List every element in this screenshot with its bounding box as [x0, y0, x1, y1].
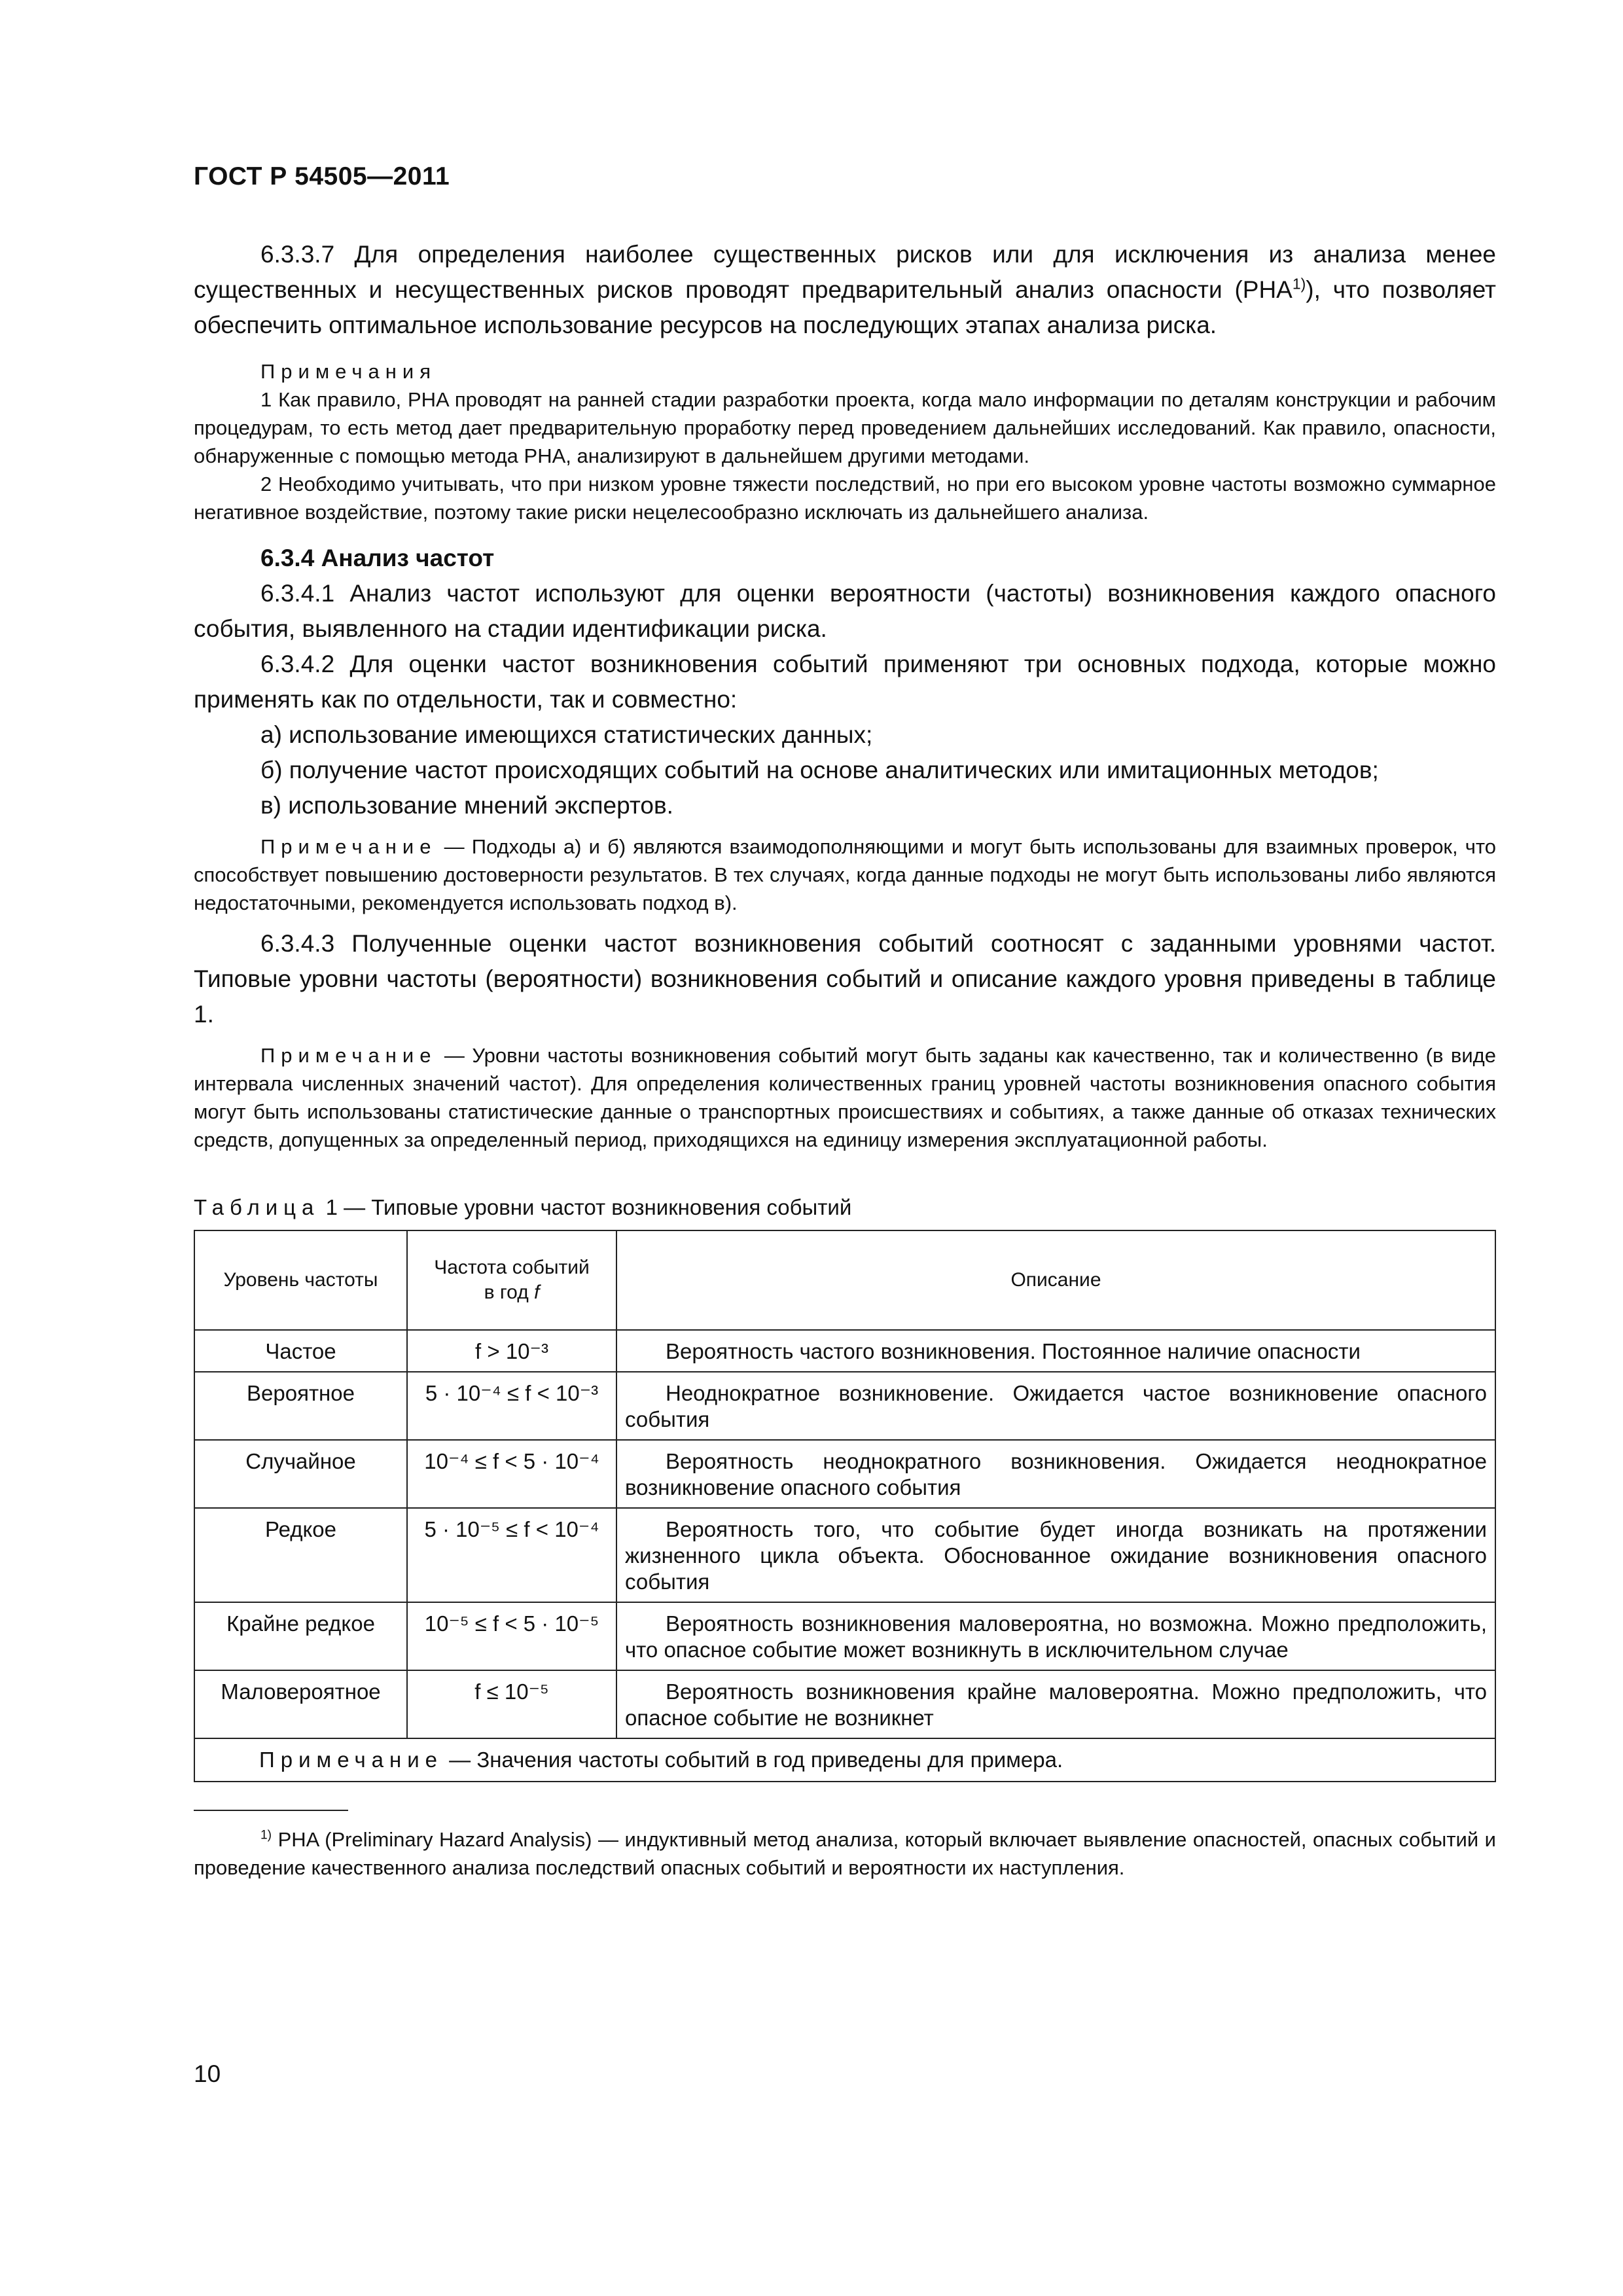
table-caption-label: Таблица: [194, 1195, 320, 1219]
cell-frequency: f ≤ 10⁻⁵: [407, 1670, 616, 1738]
cell-description: Вероятность неоднократного возникновения. Ожидается неоднократное возникновение опасного события: [616, 1440, 1495, 1508]
paragraph-text-end: ), что позволяет обеспечить оптимальное использование ресурсов на последующих этапах анализа риска.: [194, 276, 1497, 338]
cell-frequency: 10⁻⁴ ≤ f < 5 · 10⁻⁴: [407, 1440, 616, 1508]
paragraph-6-3-3-7: [194, 237, 1496, 343]
note-label: Примечание: [260, 1044, 437, 1067]
table-caption: [194, 1193, 1496, 1222]
page-number: 10: [194, 2060, 221, 2087]
header-description: Описание: [616, 1230, 1495, 1330]
note-text: — Уровни частоты возникновения событий могут быть заданы как качественно, так и количественно (в виде интервала численных значений частот). Для определения количественных границ уровней частоты возникновения опасного события могут быть использованы статистические данные о транспортных происшествиях и событиях, а также данные об отказах технических средств, допущенных за определенный период, приходящихся на единицу измерения эксплуатационной работы.: [194, 1044, 1496, 1151]
table-header-row: [194, 1230, 1495, 1330]
cell-level: Частое: [194, 1330, 407, 1372]
cell-description: Вероятность возникновения маловероятна, но возможна. Можно предположить, что опасное событие может возникнуть в исключительном случае: [616, 1602, 1495, 1670]
list-item-a: а) использование имеющихся статистических данных;: [260, 721, 873, 748]
table-caption-text: 1 — Типовые уровни частот возникновения событий: [325, 1195, 852, 1219]
cell-level: Случайное: [194, 1440, 407, 1508]
note-text: — Подходы а) и б) являются взаимодополняющими и могут быть использованы для взаимных проверок, что способствует повышению достоверности результатов. В тех случаях, когда данные подходы не могут быть использованы либо являются недостаточными, рекомендуется использовать подход в).: [194, 835, 1496, 914]
frequency-levels-table: [194, 1230, 1496, 1782]
cell-frequency: f > 10⁻³: [407, 1330, 616, 1372]
document-body: [194, 237, 1496, 1882]
note-label: Примечание: [259, 1748, 444, 1772]
paragraph-6-3-4-2: 6.3.4.2 Для оценки частот возникновения событий применяют три основных подхода, которые можно применять как по отдельности, так и совместно:: [194, 651, 1496, 713]
header-level: Уровень частоты: [194, 1230, 407, 1330]
paragraph-6-3-4-3: 6.3.4.3 Полученные оценки частот возникновения событий соотносят с заданными уровнями частот. Типовые уровни частоты (вероятности) возникновения событий и описание каждого уровня приведены в таблице 1.: [194, 930, 1496, 1028]
notes-label: Примечания: [260, 360, 437, 383]
footnote: [194, 1825, 1496, 1882]
table-row: [194, 1508, 1495, 1602]
cell-level: Редкое: [194, 1508, 407, 1602]
cell-level: Маловероятное: [194, 1670, 407, 1738]
document-header: ГОСТ Р 54505—2011: [194, 162, 450, 190]
list-item-b: б) получение частот происходящих событий на основе аналитических или имитационных методов;: [260, 757, 1379, 783]
table-row: [194, 1372, 1495, 1440]
cell-frequency: 5 · 10⁻⁴ ≤ f < 10⁻³: [407, 1372, 616, 1440]
table-row: [194, 1670, 1495, 1738]
note-text: — Значения частоты событий в год приведены для примера.: [443, 1748, 1063, 1772]
note-approaches: [194, 833, 1496, 917]
cell-description: Вероятность частого возникновения. Постоянное наличие опасности: [616, 1330, 1495, 1372]
footnote-text: PHA (Preliminary Hazard Analysis) — индуктивный метод анализа, который включает выявление опасностей, опасных событий и проведение качественного анализа последствий опасных событий и вероятности их наступления.: [194, 1828, 1496, 1879]
note-label: Примечание: [260, 835, 437, 858]
cell-frequency: 5 · 10⁻⁵ ≤ f < 10⁻⁴: [407, 1508, 616, 1602]
footnote-ref: 1): [1292, 275, 1306, 293]
table-row: [194, 1330, 1495, 1372]
cell-description: Вероятность того, что событие будет иногда возникать на протяжении жизненного цикла объекта. Обоснованное ожидание возникновения опасного события: [616, 1508, 1495, 1602]
footnote-divider: [194, 1810, 348, 1811]
table-note: [194, 1738, 1495, 1782]
note-1: 1 Как правило, PHA проводят на ранней стадии разработки проекта, когда мало информации по деталям конструкции и рабочим процедурам, то есть метод дает предварительную проработку перед проведением дальнейших исследований. Как правило, опасности, обнаруженные с помощью метода PHA, анализируют в дальнейшем другими методами.: [194, 388, 1496, 467]
section-heading-6-3-4: 6.3.4 Анализ частот: [260, 545, 495, 571]
list-item-v: в) использование мнений экспертов.: [260, 792, 673, 819]
note-2: 2 Необходимо учитывать, что при низком уровне тяжести последствий, но при его высоком уровне частоты возможно суммарное негативное воздействие, поэтому такие риски нецелесообразно исключать из дальнейшего анализа.: [194, 473, 1496, 524]
cell-frequency: 10⁻⁵ ≤ f < 5 · 10⁻⁵: [407, 1602, 616, 1670]
paragraph-text: 6.3.3.7 Для определения наиболее существенных рисков или для исключения из анализа менее существенных и несущественных рисков проводят предварительный анализ опасности (PHA: [194, 241, 1496, 303]
cell-level: Крайне редкое: [194, 1602, 407, 1670]
header-frequency: Частота событий в год f: [407, 1230, 616, 1330]
table-row: [194, 1440, 1495, 1508]
table-row: [194, 1602, 1495, 1670]
note-levels: [194, 1041, 1496, 1154]
footnote-marker: 1): [260, 1828, 272, 1842]
paragraph-6-3-4-1: 6.3.4.1 Анализ частот используют для оценки вероятности (частоты) возникновения каждого опасного события, выявленного на стадии идентификации риска.: [194, 580, 1496, 642]
cell-description: Неоднократное возникновение. Ожидается частое возникновение опасного события: [616, 1372, 1495, 1440]
table-note-row: [194, 1738, 1495, 1782]
cell-description: Вероятность возникновения крайне маловероятна. Можно предположить, что опасное событие не возникнет: [616, 1670, 1495, 1738]
cell-level: Вероятное: [194, 1372, 407, 1440]
